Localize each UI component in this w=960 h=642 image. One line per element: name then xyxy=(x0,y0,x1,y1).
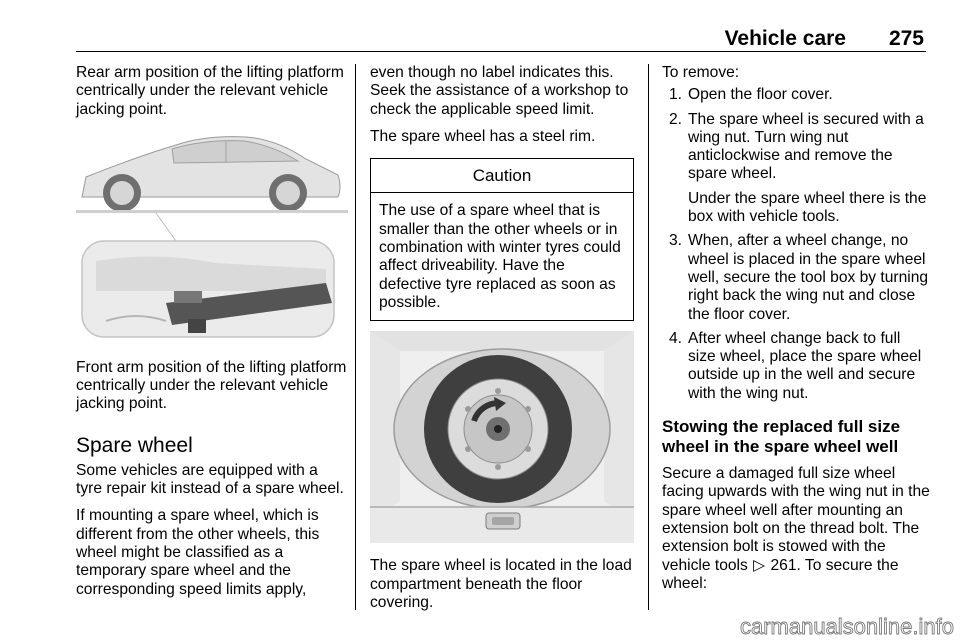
list-item xyxy=(662,111,930,227)
column-3 xyxy=(662,64,930,602)
step-number: 4. xyxy=(669,329,683,347)
step-number: 1. xyxy=(669,86,683,104)
page-number: 275 xyxy=(888,27,924,50)
caution-box xyxy=(370,158,634,321)
tyre-repair-kit-text: Some vehicles are equipped with a tyre repair kit instead of a spare wheel. xyxy=(76,461,344,498)
caution-title: Caution xyxy=(371,159,633,193)
step-note: Under the spare wheel there is the box with vehicle tools. xyxy=(688,189,927,226)
temporary-spare-text: If mounting a spare wheel, which is different from the other wheels, this wheel might be classified as a temporary spare wheel and the corresponding speed limits apply, xyxy=(76,507,320,598)
watermark xyxy=(626,614,956,640)
page-reference-arrow-icon: ▷ xyxy=(753,556,766,574)
speed-limit-text: even though no label indicates this. Seek the assistance of a workshop to check the applicable speed limit. xyxy=(370,64,629,118)
stowing-text-part1: Secure a damaged full size wheel facing upwards with the wing nut in the spare wheel well after mounting an extension bolt on the thread bolt. The extension bolt is stowed with the vehicle tools xyxy=(662,465,930,574)
rear-arm-text: Rear arm position of the lifting platform centrically under the relevant vehicle jacking point. xyxy=(76,64,344,118)
spare-wheel-well-illustration xyxy=(370,331,634,543)
front-arm-text: Front arm position of the lifting platform centrically under the relevant vehicle jacking point. xyxy=(76,358,347,413)
removal-steps xyxy=(662,86,930,403)
caution-text: The use of a spare wheel that is smaller than the other wheels or in combination with winter tyres could affect driveability. Have the defective tyre replaced as soon as possible. xyxy=(379,202,621,311)
list-item xyxy=(662,86,930,104)
steel-rim-text: The spare wheel has a steel rim. xyxy=(370,127,596,145)
section-title: Vehicle care xyxy=(724,27,846,50)
column-divider-2 xyxy=(648,64,649,610)
step-number: 2. xyxy=(669,110,683,128)
to-remove-intro: To remove: xyxy=(662,64,740,81)
step-number: 3. xyxy=(669,232,683,250)
list-item xyxy=(662,232,930,323)
step-text: When, after a wheel change, no wheel is placed in the spare wheel well, secure the tool box by turning right back the wing nut and close the floor cover. xyxy=(688,232,929,323)
page-header xyxy=(76,26,926,52)
stowing-text-part2: . To secure the wheel: xyxy=(662,556,899,592)
list-item xyxy=(662,330,930,403)
step-text: Open the floor cover. xyxy=(688,86,833,104)
stowing-heading: Stowing the replaced full size wheel in the spare wheel well xyxy=(662,417,901,457)
column-divider-1 xyxy=(355,64,356,610)
spare-wheel-location-text: The spare wheel is located in the load compartment beneath the floor covering. xyxy=(370,557,632,611)
watermark-text: carmanualsonline.info xyxy=(739,614,954,639)
stowing-text xyxy=(662,465,930,593)
lifting-platform-illustration xyxy=(76,131,348,341)
step-text: The spare wheel is secured with a wing nut. Turn wing nut anticlockwise and remove the spare wheel. xyxy=(688,110,924,183)
spare-wheel-heading: Spare wheel xyxy=(76,433,193,457)
column-2 xyxy=(370,64,634,621)
page-reference-link[interactable]: 261 xyxy=(770,556,797,574)
step-text: After wheel change back to full size wheel, place the spare wheel outside up in the well and secure with the wing nut. xyxy=(688,329,922,402)
column-1 xyxy=(76,64,348,608)
